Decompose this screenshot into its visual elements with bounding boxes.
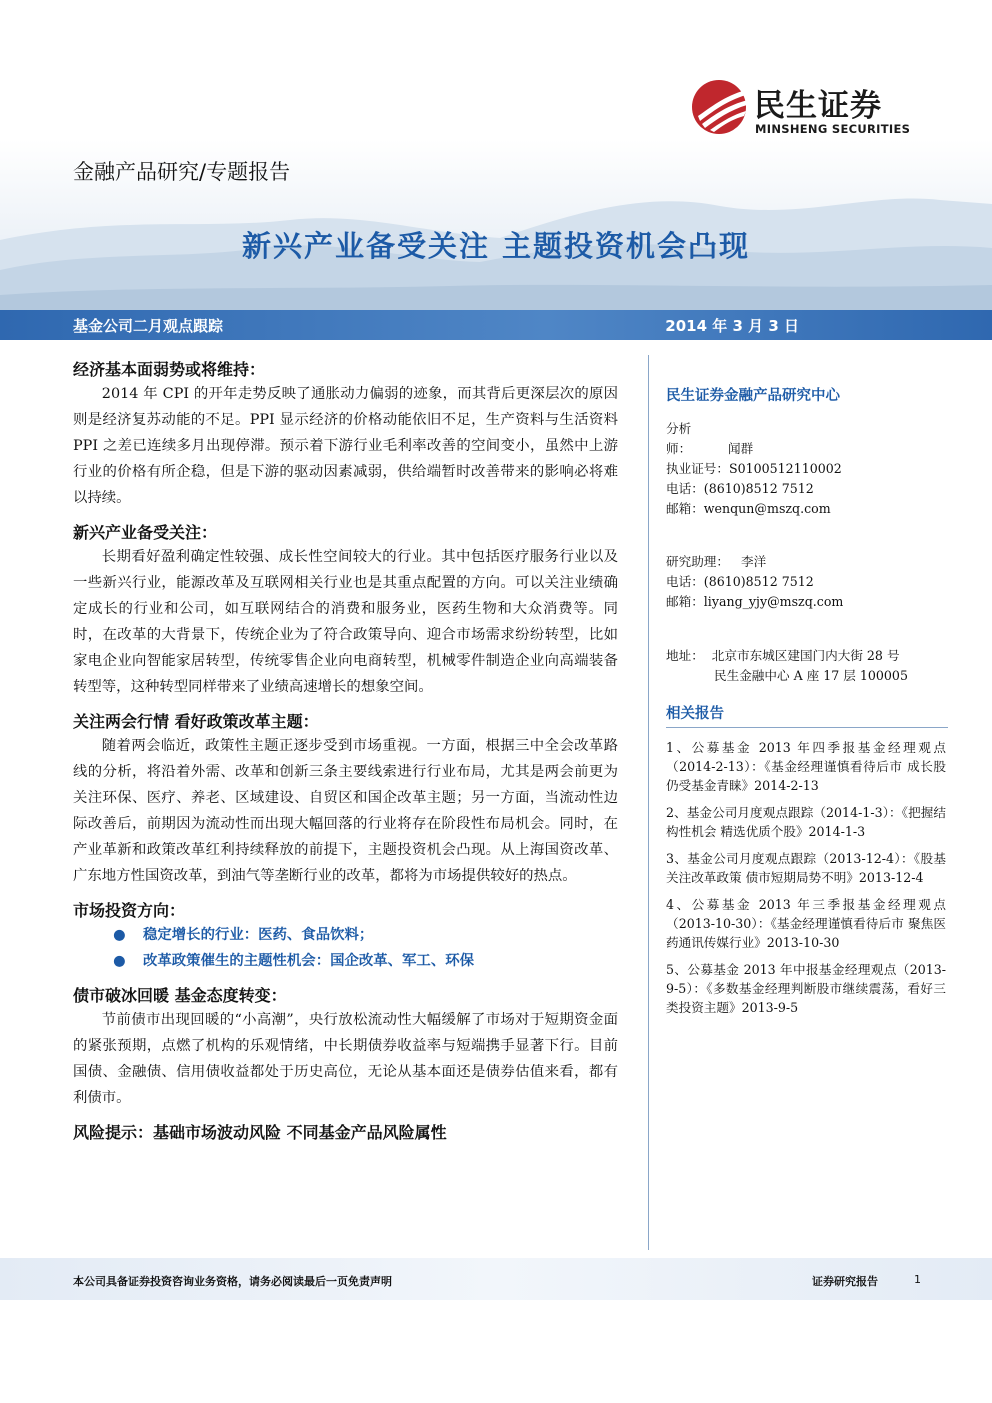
section-emerging-industries	[73, 521, 618, 700]
report-category: 金融产品研究/专题报告	[73, 160, 291, 184]
license-row: 执业证号：S0100512110002	[666, 461, 842, 476]
report-date: 2014 年 3 月 3 日	[665, 317, 799, 335]
list-item: ● 稳定增长的行业：医药、食品饮料；	[73, 922, 618, 948]
email-row[interactable]: 邮箱：liyang_yjy@mszq.com	[666, 594, 844, 609]
section-heading: 新兴产业备受关注：	[73, 523, 218, 542]
phone-row: 电话：(8610)8512 7512	[666, 481, 814, 496]
section-economy	[73, 358, 618, 511]
section-body: 节前债市出现回暖的“小高潮”，央行放松流动性大幅缓解了市场对于短期资金面的紧张预期，点燃了机构的乐观情绪，中长期债券收益率与短端携手显著下行。目前国债、金融债、信用债收益都处于历史高位，无论从基本面还是债券估值来看，都有利债市。	[73, 1012, 618, 1106]
related-report-item[interactable]: 2、基金公司月度观点跟踪（2014-1-3）：《把握结构性机会 精选优质个股》2014-1-3	[666, 805, 946, 839]
section-heading: 经济基本面弱势或将维持：	[73, 360, 266, 379]
mountain-landscape	[0, 120, 992, 310]
related-report-item[interactable]: 5、公募基金 2013 年中报基金经理观点（2013-9-5）：《多数基金经理判断股市继续震荡，看好三类投资主题》2013-9-5	[666, 962, 946, 1015]
section-heading: 债市破冰回暖 基金态度转变：	[73, 986, 287, 1005]
direction-list	[73, 922, 618, 974]
address-row: 地址： 北京市东城区建国门内大街 28 号	[666, 648, 900, 663]
report-title: 新兴产业备受关注 主题投资机会凸现	[241, 229, 751, 263]
section-body: 随着两会临近，政策性主题正逐步受到市场重视。一方面，根据三中全会改革路线的分析，将沿着外需、改革和创新三条主要线索进行行业布局，尤其是两会前更为关注环保、医疗、养老、区域建设、自贸区和国企改革主题；另一方面，当流动性边际改善后，前期因为流动性而出现大幅回落的行业将存在阶段性布局机会。同时，在产业革新和政策改革红利持续释放的前提下，主题投资机会凸现。从上海国资改革、广东地方性国资改革，到油气等垄断行业的改革，都将为市场提供较好的热点。	[73, 738, 618, 884]
disclaimer-note: 本公司具备证券投资咨询业务资格，请务必阅读最后一页免责声明	[73, 1275, 392, 1288]
assistant-row: 研究助理： 李洋	[666, 554, 767, 569]
sidebar	[666, 384, 946, 1025]
section-policy-reform	[73, 710, 618, 889]
page-number: 1	[914, 1273, 921, 1286]
report-subtitle: 基金公司二月观点跟踪	[73, 317, 224, 335]
email-row[interactable]: 邮箱：wenqun@mszq.com	[666, 501, 831, 516]
related-report-item[interactable]: 1、公募基金 2013 年四季报基金经理观点（2014-2-13）：《基金经理谨慎看待后市 成长股仍受基金青睐》2014-2-13	[666, 740, 946, 793]
phone-row: 电话：(8610)8512 7512	[666, 574, 814, 589]
brand-name-en: MINSHENG SECURITIES	[755, 122, 911, 136]
analyst-row: 分析师： 闻群	[666, 421, 754, 456]
column-divider	[648, 355, 649, 1250]
section-body: 长期看好盈利确定性较强、成长性空间较大的行业。其中包括医疗服务行业以及一些新兴行业，能源改革及互联网相关行业也是其重点配置的方向。可以关注业绩确定成长的行业和公司，如互联网结合的消费和服务业，医药生物和大众消费等。同时，在改革的大背景下，传统企业为了符合政策导向、迎合市场需求纷纷转型，比如家电企业向智能家居转型，传统零售企业向电商转型，机械零件制造企业向高端装备转型等，这种转型同样带来了业绩高速增长的想象空间。	[73, 549, 618, 695]
page-footer	[0, 1258, 992, 1300]
related-report-item[interactable]: 3、基金公司月度观点跟踪（2013-12-4）：《股基关注改革政策 债市短期局势不明》2013-12-4	[666, 851, 946, 885]
brand-name-cn: 民生证券	[754, 88, 882, 124]
related-reports-heading: 相关报告	[666, 702, 948, 728]
address-row-2: 民生金融中心 A 座 17 层 100005	[714, 668, 908, 683]
title-bar	[0, 310, 992, 340]
brand-logo	[690, 78, 930, 138]
section-heading: 市场投资方向：	[73, 901, 186, 920]
main-content	[73, 358, 618, 1144]
footer-label: 证券研究报告	[812, 1275, 878, 1288]
header-banner	[0, 0, 992, 310]
bullet-icon: ●	[113, 926, 126, 943]
research-center: 民生证券金融产品研究中心	[666, 387, 840, 404]
related-report-item[interactable]: 4、公募基金 2013 年三季报基金经理观点（2013-10-30）：《基金经理谨慎看待后市 聚焦医药通讯传媒行业》2013-10-30	[666, 897, 946, 950]
list-item: ● 改革政策催生的主题性机会：国企改革、军工、环保	[73, 948, 618, 974]
risk-warning: 风险提示：基础市场波动风险 不同基金产品风险属性	[73, 1123, 447, 1142]
bullet-icon: ●	[113, 952, 126, 969]
section-market-direction	[73, 899, 618, 974]
section-heading: 关注两会行情 看好政策改革主题：	[73, 712, 319, 731]
logo-mark-icon	[690, 78, 752, 136]
section-body: 2014 年 CPI 的开年走势反映了通胀动力偏弱的迹象，而其背后更深层次的原因则是经济复苏动能的不足。PPI 显示经济的价格动能依旧不足，生产资料与生活资料 PPI 之差已连续多月出现停滞。预示着下游行业毛利率改善的空间变小，虽然中上游行业的价格有所企稳，但是下游的驱动因素减弱，供给端暂时改善带来的影响必将难以持续。	[73, 386, 618, 506]
section-bond-market	[73, 984, 618, 1111]
